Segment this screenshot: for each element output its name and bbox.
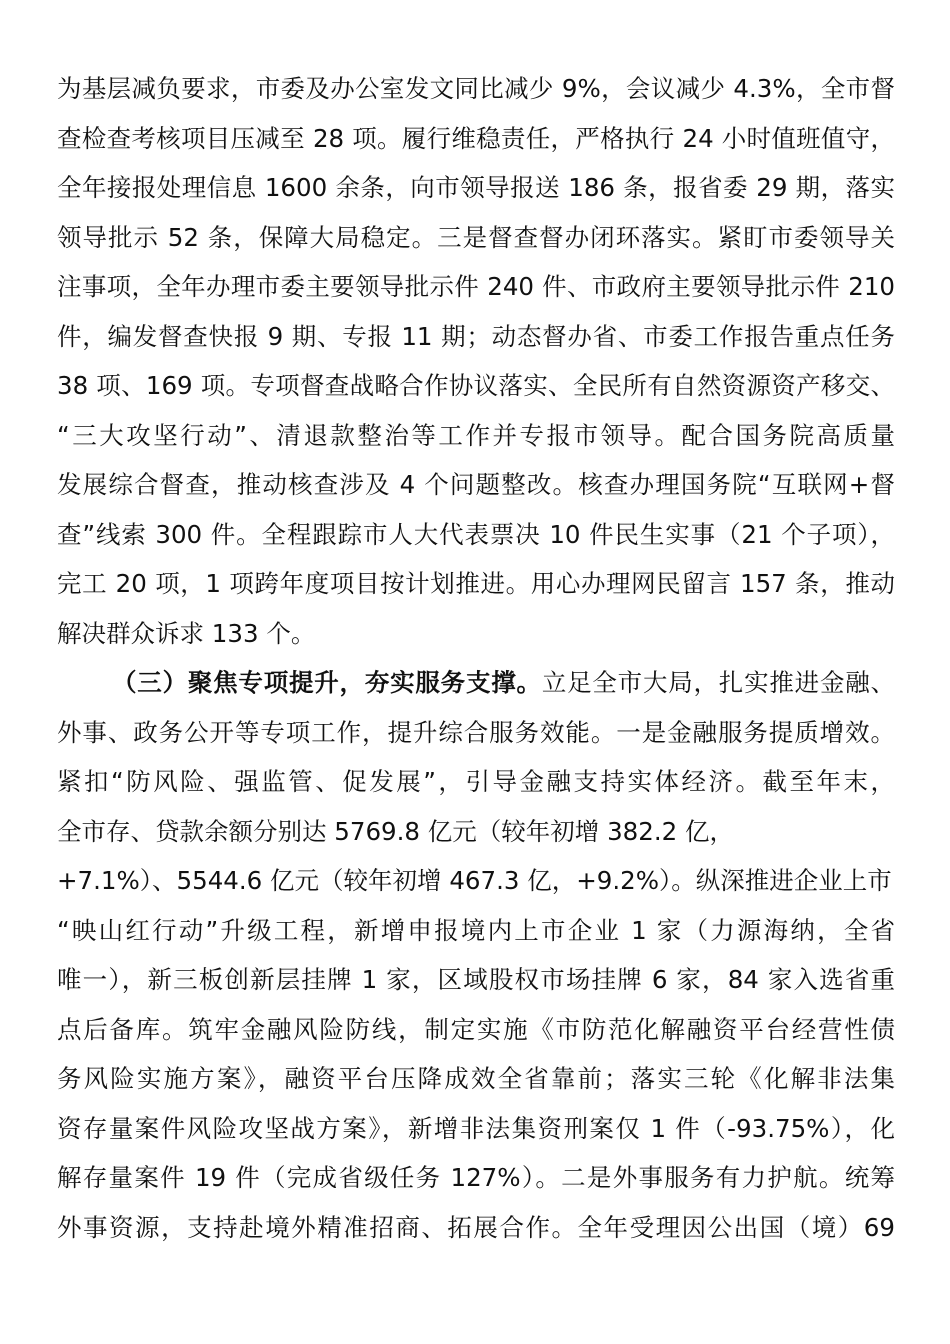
section-heading: （三）聚焦专项提升，夯实服务支撑。 — [112, 668, 542, 697]
text-line: +7.1%）、5544.6 亿元（较年初增 467.3 亿，+9.2%）。纵深推进企业上市 — [57, 866, 892, 895]
paragraph-2 — [57, 658, 895, 1252]
text-line: 完工 20 项，1 项跨年度项目按计划推进。用心办理网民留言 157 条，推动 — [57, 569, 895, 598]
text-line: “三大攻坚行动”、清退款整治等工作并专报市领导。配合国务院高质量 — [57, 420, 895, 450]
text-line: “映山红行动”升级工程，新增申报境内上市企业 1 家（力源海纳，全省 — [57, 915, 895, 945]
document-page — [57, 64, 895, 1252]
text-line: 紧扣“防风险、强监管、促发展”，引导金融支持实体经济。截至年末， — [57, 767, 895, 796]
text-line: 资存量案件风险攻坚战方案》，新增非法集资刑案仅 1 件（-93.75%），化 — [57, 1113, 895, 1143]
text-line: 解决群众诉求 133 个。 — [57, 618, 316, 648]
section-first-line — [57, 658, 895, 708]
text-line: 查”线索 300 件。全程跟踪市人大代表票决 10 件民生实事（21 个子项）， — [57, 519, 895, 549]
text-line: 务风险实施方案》，融资平台压降成效全省靠前；落实三轮《化解非法集 — [57, 1064, 895, 1093]
text-line: 唯一），新三板创新层挂牌 1 家，区域股权市场挂牌 6 家，84 家入选省重 — [57, 965, 895, 994]
text-line: 件，编发督查快报 9 期、专报 11 期；动态督办省、市委工作报告重点任务 — [57, 321, 895, 351]
text-line: 领导批示 52 条，保障大局稳定。三是督查督办闭环落实。紧盯市委领导关 — [57, 222, 895, 252]
text-line: 为基层减负要求，市委及办公室发文同比减少 9%，会议减少 4.3%，全市督 — [57, 74, 895, 103]
text-line: 点后备库。筑牢金融风险防线，制定实施《市防范化解融资平台经营性债 — [57, 1014, 895, 1044]
text-line: 外事资源，支持赴境外精准招商、拓展合作。全年受理因公出国（境）69 — [57, 1212, 895, 1242]
text-line: 全市存、贷款余额分别达 5769.8 亿元（较年初增 382.2 亿， — [57, 816, 735, 846]
text-line: 注事项，全年办理市委主要领导批示件 240 件、市政府主要领导批示件 210 — [57, 272, 895, 301]
text-line: 查检查考核项目压减至 28 项。履行维稳责任，严格执行 24 小时值班值守， — [57, 123, 895, 153]
text-run: 立足全市大局，扎实推进金融、 — [541, 668, 896, 697]
text-line: 发展综合督查，推动核查涉及 4 个问题整改。核查办理国务院“互联网+督 — [57, 470, 895, 499]
text-line: 全年接报处理信息 1600 余条，向市领导报送 186 条，报省委 29 期，落实 — [57, 173, 895, 202]
text-line: 解存量案件 19 件（完成省级任务 127%）。二是外事服务有力护航。统筹 — [57, 1163, 895, 1192]
text-line: 38 项、169 项。专项督查战略合作协议落实、全民所有自然资源资产移交、 — [57, 371, 895, 400]
text-line: 外事、政务公开等专项工作，提升综合服务效能。一是金融服务提质增效。 — [57, 717, 895, 747]
paragraph-1 — [57, 64, 895, 658]
